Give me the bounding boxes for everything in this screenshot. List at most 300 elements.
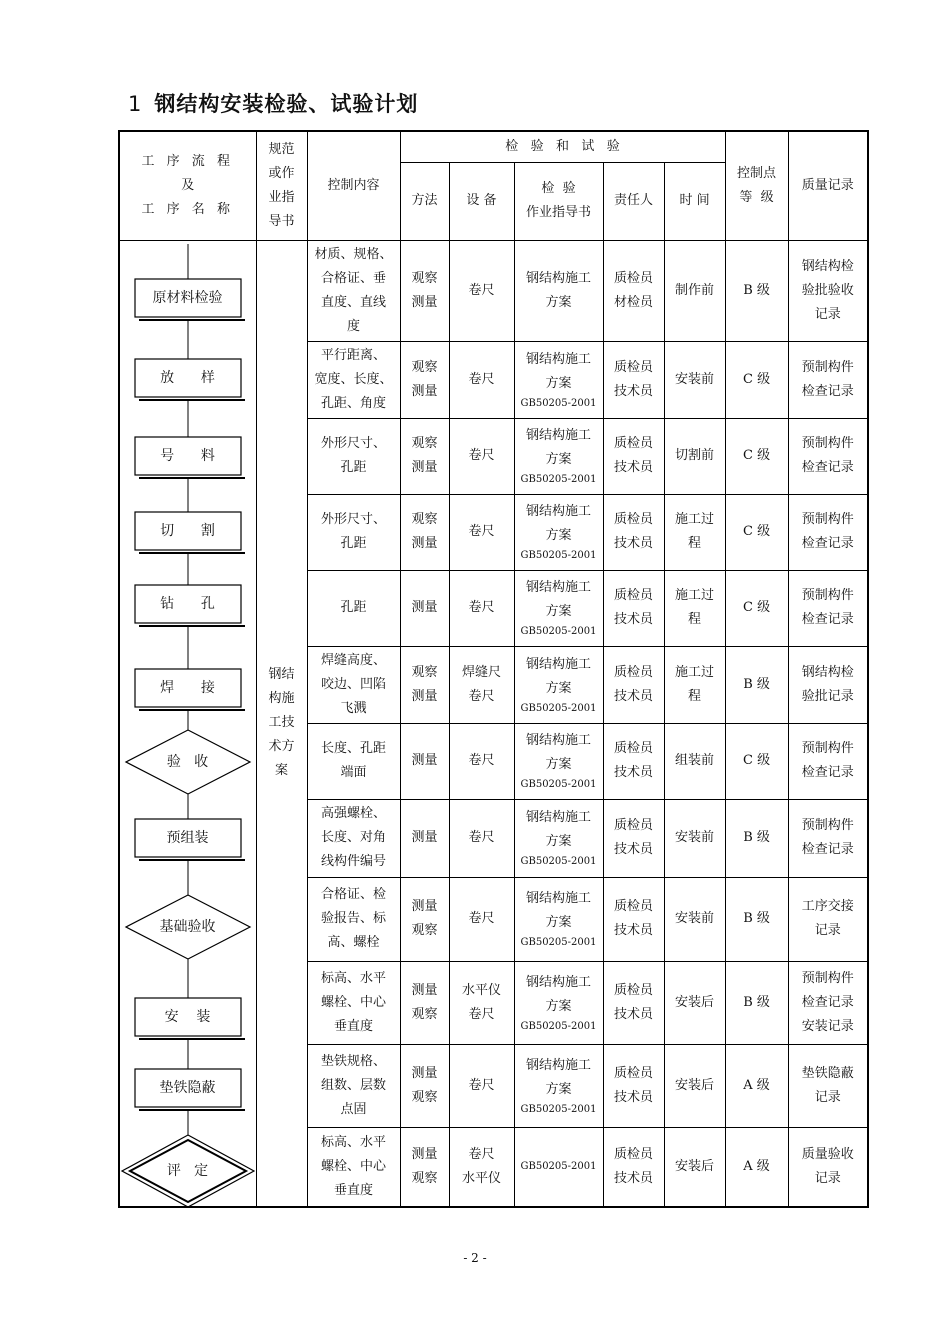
header-guide-line: 作业指导书 <box>525 205 591 220</box>
method-line: 测量 <box>411 1065 438 1081</box>
equipment-line: 卷尺 <box>468 524 495 540</box>
control-content-line: 平行距离、 <box>320 347 386 363</box>
equipment <box>449 646 514 723</box>
header-standard-line: 规范 <box>268 141 295 157</box>
method <box>400 961 449 1044</box>
equipment-line: 卷尺 <box>468 688 495 704</box>
flow-step-label: 切 割 <box>160 522 215 539</box>
quality-record-line: 垫铁隐蔽 <box>801 1065 854 1081</box>
guide-line: 方案 <box>545 998 572 1014</box>
time-line: 程 <box>688 688 702 704</box>
control-content-line: 孔距、角度 <box>320 395 386 411</box>
responsible-line: 质检员 <box>613 899 653 915</box>
control-level-line: A 级 <box>743 1077 770 1093</box>
header-row-1 <box>119 131 868 162</box>
method-line: 观察 <box>411 436 438 452</box>
control-content-line: 孔距 <box>340 536 367 552</box>
control-content-line: 线构件编号 <box>320 854 386 870</box>
equipment-line: 卷尺 <box>468 911 495 927</box>
control-level-line: C 级 <box>742 753 771 769</box>
responsible <box>603 418 664 494</box>
responsible-line: 质检员 <box>613 436 653 452</box>
guide-line: 方案 <box>545 528 572 544</box>
responsible-line: 技术员 <box>613 536 653 552</box>
guide <box>514 570 603 646</box>
guide <box>514 799 603 877</box>
quality-record-line: 钢结构检 <box>801 258 854 274</box>
control-level-line: C 级 <box>742 371 771 387</box>
header-quality-record: 质量记录 <box>788 131 868 240</box>
guide-standard-code: GB50205-2001 <box>520 856 597 868</box>
quality-record-line: 预制构件 <box>801 512 854 528</box>
header-inspection-group: 检 验 和 试 验 <box>400 131 725 162</box>
quality-record-line: 钢结构检 <box>801 664 854 680</box>
responsible-line: 技术员 <box>613 383 653 399</box>
method <box>400 723 449 799</box>
method <box>400 1044 449 1127</box>
control-content-line: 高强螺栓、 <box>320 806 386 822</box>
header-responsible: 责任人 <box>603 162 664 240</box>
time <box>664 1044 725 1127</box>
flow-chart <box>120 241 255 1206</box>
quality-record-line: 记录 <box>814 306 841 322</box>
inspection-plan-table <box>118 130 869 1208</box>
responsible <box>603 570 664 646</box>
responsible-line: 质检员 <box>613 1146 653 1162</box>
method-line: 观察 <box>411 512 438 528</box>
guide-line: 钢结构施工 <box>525 1057 591 1073</box>
time-line: 安装后 <box>675 1077 715 1093</box>
quality-record-line: 预制构件 <box>801 436 854 452</box>
control-content <box>307 877 400 961</box>
equipment <box>449 1044 514 1127</box>
guide <box>514 494 603 570</box>
time-line: 程 <box>688 612 702 628</box>
equipment-line: 水平仪 <box>461 982 501 998</box>
quality-record <box>788 723 868 799</box>
time-line: 安装前 <box>675 371 715 387</box>
control-content-line: 高、螺栓 <box>327 935 380 951</box>
control-content-line: 咬边、凹陷 <box>320 676 386 692</box>
control-level <box>725 1044 788 1127</box>
flow-step-label: 验 收 <box>166 753 209 770</box>
control-content-line: 螺栓、中心 <box>320 1158 386 1174</box>
responsible-line: 质检员 <box>613 270 653 286</box>
control-content-line: 宽度、长度、 <box>314 371 393 387</box>
guide-line: 钢结构施工 <box>525 428 591 444</box>
control-content-line: 垂直度 <box>333 1182 373 1198</box>
control-content-line: 孔距 <box>340 460 367 476</box>
flow-step-label: 垫铁隐蔽 <box>159 1079 216 1096</box>
control-content-line: 孔距 <box>340 600 367 616</box>
method-line: 测量 <box>411 688 438 704</box>
quality-record-line: 记录 <box>814 1170 841 1186</box>
method-line: 观察 <box>411 923 438 939</box>
control-content <box>307 723 400 799</box>
equipment-line: 卷尺 <box>468 1006 495 1022</box>
responsible <box>603 341 664 418</box>
guide-line: 钢结构施工 <box>525 351 591 367</box>
guide-standard-code: GB50205-2001 <box>520 1160 597 1172</box>
control-content-line: 度 <box>346 318 360 334</box>
control-level <box>725 1127 788 1206</box>
quality-record-line: 预制构件 <box>801 818 854 834</box>
time <box>664 877 725 961</box>
equipment-line: 卷尺 <box>468 282 495 298</box>
responsible <box>603 1127 664 1206</box>
control-content-line: 外形尺寸、 <box>320 512 386 528</box>
method <box>400 646 449 723</box>
guide-line: 方案 <box>545 294 572 310</box>
guide-line: 方案 <box>545 375 572 391</box>
quality-record <box>788 799 868 877</box>
guide-line: 方案 <box>545 915 572 931</box>
control-content <box>307 1127 400 1206</box>
standard-line: 构施 <box>268 691 295 706</box>
responsible-line: 技术员 <box>613 1006 653 1022</box>
title-text: 钢结构安装检验、试验计划 <box>154 92 419 116</box>
control-content <box>307 646 400 723</box>
method-line: 测量 <box>411 383 438 399</box>
responsible <box>603 1044 664 1127</box>
control-content-line: 长度、对角 <box>320 830 386 846</box>
quality-record-line: 安装记录 <box>801 1018 854 1034</box>
responsible-line: 技术员 <box>613 765 653 781</box>
table-row <box>119 240 868 341</box>
method-line: 测量 <box>411 753 438 769</box>
method-line: 测量 <box>411 294 438 310</box>
quality-record <box>788 418 868 494</box>
responsible-line: 材检员 <box>613 294 653 310</box>
header-standard-line: 业指 <box>268 189 295 205</box>
responsible-line: 质检员 <box>613 359 653 375</box>
time <box>664 570 725 646</box>
control-level <box>725 570 788 646</box>
flow-step-label: 基础验收 <box>159 918 216 935</box>
header-process-line: 及 <box>181 177 195 193</box>
control-level-line: B 级 <box>743 282 770 298</box>
control-level <box>725 961 788 1044</box>
responsible-line: 技术员 <box>613 923 653 939</box>
control-content-line: 验报告、标 <box>320 911 386 927</box>
guide-standard-code: GB50205-2001 <box>520 626 597 638</box>
flow-step-label: 放 样 <box>160 369 215 386</box>
equipment <box>449 723 514 799</box>
method <box>400 570 449 646</box>
header-standard-line: 或作 <box>268 165 295 181</box>
guide-standard-code: GB50205-2001 <box>520 550 597 562</box>
quality-record <box>788 646 868 723</box>
quality-record-line: 检查记录 <box>801 460 854 476</box>
header-standard-line: 导书 <box>268 213 295 229</box>
method <box>400 418 449 494</box>
quality-record <box>788 1044 868 1127</box>
header-control-level <box>725 131 788 240</box>
responsible-line: 技术员 <box>613 688 653 704</box>
method-line: 观察 <box>411 1006 438 1022</box>
quality-record <box>788 1127 868 1206</box>
control-level <box>725 418 788 494</box>
process-flow-cell <box>119 240 256 1207</box>
responsible-line: 技术员 <box>613 1170 653 1186</box>
time <box>664 240 725 341</box>
method-line: 观察 <box>411 270 438 286</box>
control-level-line: C 级 <box>742 448 771 464</box>
responsible <box>603 723 664 799</box>
guide-line: 钢结构施工 <box>525 504 591 520</box>
equipment-line: 焊缝尺 <box>461 664 501 680</box>
guide <box>514 723 603 799</box>
responsible-line: 质检员 <box>613 664 653 680</box>
control-level-line: B 级 <box>743 911 770 927</box>
time-line: 安装前 <box>675 911 715 927</box>
quality-record-line: 检查记录 <box>801 612 854 628</box>
header-standard <box>256 131 307 240</box>
responsible <box>603 494 664 570</box>
time-line: 制作前 <box>675 282 715 298</box>
quality-record <box>788 877 868 961</box>
header-equipment: 设 备 <box>449 162 514 240</box>
standard-line: 案 <box>274 763 288 778</box>
responsible <box>603 799 664 877</box>
responsible-line: 质检员 <box>613 982 653 998</box>
responsible-line: 技术员 <box>613 460 653 476</box>
responsible-line: 质检员 <box>613 741 653 757</box>
time-line: 施工过 <box>675 664 715 680</box>
quality-record-line: 检查记录 <box>801 765 854 781</box>
header-guide-line: 检 验 <box>541 181 576 196</box>
control-content <box>307 961 400 1044</box>
control-content <box>307 799 400 877</box>
guide-standard-code: GB50205-2001 <box>520 1020 597 1032</box>
equipment <box>449 1127 514 1206</box>
guide-standard-code: GB50205-2001 <box>520 474 597 486</box>
guide <box>514 240 603 341</box>
quality-record-line: 预制构件 <box>801 741 854 757</box>
quality-record-line: 检查记录 <box>801 994 854 1010</box>
method <box>400 240 449 341</box>
equipment-line: 卷尺 <box>468 830 495 846</box>
header-time: 时 间 <box>664 162 725 240</box>
control-content-line: 端面 <box>340 765 367 781</box>
guide-line: 钢结构施工 <box>525 810 591 826</box>
control-level <box>725 877 788 961</box>
guide-standard-code: GB50205-2001 <box>520 702 597 714</box>
quality-record <box>788 961 868 1044</box>
control-content-line: 材质、规格、 <box>314 246 393 262</box>
flow-step-label: 焊 接 <box>160 679 215 696</box>
control-content-line: 合格证、垂 <box>320 270 386 286</box>
method-line: 观察 <box>411 664 438 680</box>
guide-line: 钢结构施工 <box>525 656 591 672</box>
guide-line: 方案 <box>545 757 572 773</box>
standard-line: 术方 <box>268 739 295 754</box>
control-level-line: C 级 <box>742 524 771 540</box>
responsible-line: 技术员 <box>613 842 653 858</box>
quality-record-line: 预制构件 <box>801 359 854 375</box>
standard-cell <box>256 240 307 1207</box>
guide <box>514 418 603 494</box>
equipment-line: 卷尺 <box>468 600 495 616</box>
control-level <box>725 240 788 341</box>
guide <box>514 1127 603 1206</box>
flow-step-label: 钻 孔 <box>160 595 215 612</box>
control-content-line: 外形尺寸、 <box>320 436 386 452</box>
time <box>664 961 725 1044</box>
quality-record-line: 预制构件 <box>801 970 854 986</box>
control-level-line: A 级 <box>743 1158 770 1174</box>
guide-standard-code: GB50205-2001 <box>520 779 597 791</box>
header-process-line: 工 序 名 称 <box>141 201 234 217</box>
method-line: 测量 <box>411 1146 438 1162</box>
time-line: 程 <box>688 536 702 552</box>
time-line: 施工过 <box>675 588 715 604</box>
time <box>664 646 725 723</box>
quality-record-line: 预制构件 <box>801 588 854 604</box>
equipment-line: 卷尺 <box>468 1146 495 1162</box>
guide <box>514 646 603 723</box>
control-content <box>307 1044 400 1127</box>
guide-line: 方案 <box>545 604 572 620</box>
control-level <box>725 646 788 723</box>
header-level-line: 等 级 <box>739 189 774 205</box>
control-content-line: 标高、水平 <box>320 970 386 986</box>
quality-record-line: 记录 <box>814 923 841 939</box>
responsible-line: 质检员 <box>613 588 653 604</box>
control-content-line: 垫铁规格、 <box>320 1053 386 1069</box>
equipment-line: 卷尺 <box>468 1077 495 1093</box>
control-content-line: 长度、孔距 <box>320 741 386 757</box>
quality-record-line: 质量验收 <box>801 1146 854 1162</box>
responsible-line: 技术员 <box>613 1089 653 1105</box>
control-content <box>307 240 400 341</box>
control-content-line: 组数、层数 <box>320 1077 386 1093</box>
time <box>664 799 725 877</box>
equipment <box>449 877 514 961</box>
quality-record-line: 验批验收 <box>801 282 854 298</box>
guide-line: 钢结构施工 <box>525 733 591 749</box>
control-level <box>725 494 788 570</box>
method-line: 测量 <box>411 899 438 915</box>
page-number: - 2 - <box>463 1251 487 1265</box>
responsible <box>603 961 664 1044</box>
control-content-line: 垂直度 <box>333 1018 373 1034</box>
responsible <box>603 877 664 961</box>
equipment <box>449 961 514 1044</box>
flow-step-label: 预组装 <box>166 829 209 846</box>
guide-line: 钢结构施工 <box>525 270 591 286</box>
control-content <box>307 418 400 494</box>
control-content-line: 飞溅 <box>340 700 367 716</box>
quality-record <box>788 570 868 646</box>
method <box>400 877 449 961</box>
method <box>400 1127 449 1206</box>
time-line: 施工过 <box>675 512 715 528</box>
time-line: 切割前 <box>675 448 715 464</box>
standard-line: 工技 <box>268 715 295 730</box>
equipment-line: 卷尺 <box>468 371 495 387</box>
time-line: 安装后 <box>675 1158 715 1174</box>
control-content-line: 焊缝高度、 <box>320 652 386 668</box>
time-line: 安装前 <box>675 830 715 846</box>
control-level-line: B 级 <box>743 830 770 846</box>
method <box>400 799 449 877</box>
control-level-line: B 级 <box>743 676 770 692</box>
control-content <box>307 570 400 646</box>
page-title <box>128 88 418 118</box>
guide-line: 方案 <box>545 680 572 696</box>
header-level-line: 控制点 <box>737 165 777 181</box>
header-guide <box>514 162 603 240</box>
guide-line: 方案 <box>545 1081 572 1097</box>
control-content <box>307 341 400 418</box>
time <box>664 723 725 799</box>
time-line: 组装前 <box>675 753 715 769</box>
quality-record-line: 验批记录 <box>801 688 854 704</box>
equipment-line: 水平仪 <box>461 1170 501 1186</box>
time <box>664 418 725 494</box>
equipment-line: 卷尺 <box>468 753 495 769</box>
header-method: 方法 <box>400 162 449 240</box>
equipment <box>449 799 514 877</box>
flow-step-label: 原材料检验 <box>152 289 223 306</box>
responsible-line: 技术员 <box>613 612 653 628</box>
guide-line: 钢结构施工 <box>525 891 591 907</box>
control-level-line: B 级 <box>743 994 770 1010</box>
method <box>400 341 449 418</box>
quality-record <box>788 240 868 341</box>
header-control-content: 控制内容 <box>307 131 400 240</box>
flow-step-label: 号 料 <box>160 447 215 464</box>
equipment-line: 卷尺 <box>468 448 495 464</box>
title-number: 1 <box>128 92 143 116</box>
guide <box>514 961 603 1044</box>
flow-step-label: 安 装 <box>164 1008 211 1025</box>
control-content-line: 直度、直线 <box>320 294 386 310</box>
quality-record-line: 检查记录 <box>801 842 854 858</box>
control-level <box>725 799 788 877</box>
quality-record <box>788 341 868 418</box>
control-content-line: 点固 <box>340 1101 367 1117</box>
header-process-line: 工 序 流 程 <box>141 153 234 169</box>
guide <box>514 1044 603 1127</box>
method-line: 观察 <box>411 1170 438 1186</box>
equipment <box>449 494 514 570</box>
method-line: 观察 <box>411 359 438 375</box>
guide-line: 方案 <box>545 834 572 850</box>
guide-line: 方案 <box>545 452 572 468</box>
responsible-line: 质检员 <box>613 512 653 528</box>
quality-record <box>788 494 868 570</box>
guide-standard-code: GB50205-2001 <box>520 937 597 949</box>
method-line: 测量 <box>411 460 438 476</box>
responsible <box>603 646 664 723</box>
equipment <box>449 418 514 494</box>
method-line: 观察 <box>411 1089 438 1105</box>
guide-standard-code: GB50205-2001 <box>520 397 597 409</box>
method-line: 测量 <box>411 830 438 846</box>
quality-record-line: 记录 <box>814 1089 841 1105</box>
guide-line: 钢结构施工 <box>525 580 591 596</box>
equipment <box>449 341 514 418</box>
method-line: 测量 <box>411 536 438 552</box>
quality-record-line: 检查记录 <box>801 383 854 399</box>
time-line: 安装后 <box>675 994 715 1010</box>
responsible-line: 质检员 <box>613 1065 653 1081</box>
standard-line: 钢结 <box>268 667 295 682</box>
equipment <box>449 240 514 341</box>
responsible <box>603 240 664 341</box>
